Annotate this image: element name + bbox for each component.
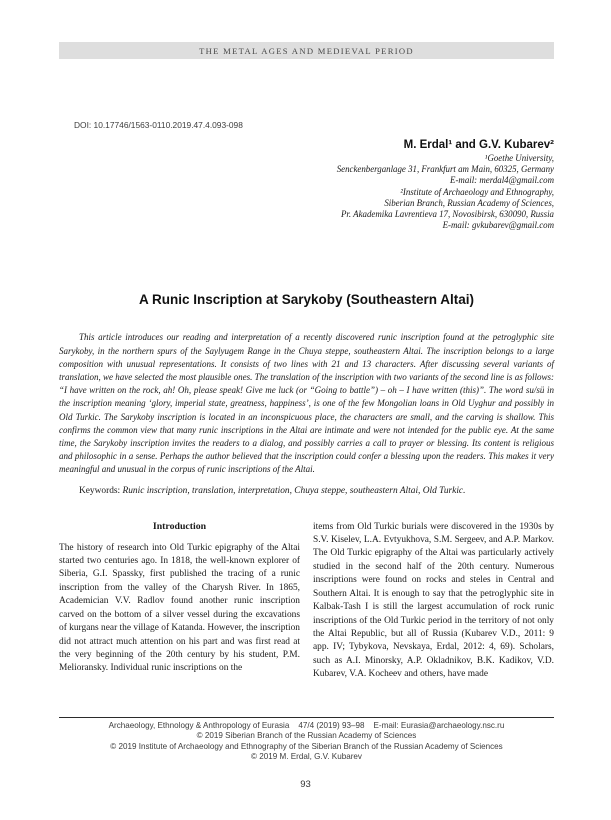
affiliation-line: Siberian Branch, Russian Academy of Sciences, — [384, 197, 554, 208]
left-column-paragraph: The history of research into Old Turkic epigraphy of the Altai started two centuries ago. In 1818, the well-known explorer of Siberia, G.I. Spassky, first published the tracing of a runic inscription from the valley of the Charysh River. In 1865, Academician V.V. Radlov found another runic inscription carved on the bottom of a silver vessel during the excavations of kurgans near the village of Katanda. However, the inscription did not attract much attention on his part and was first read at the very beginning of the 20th century by his student, P.M. Melioransky. Individual runic inscriptions on the — [59, 542, 300, 674]
authors-line: M. Erdal¹ and G.V. Kubarev² — [403, 139, 554, 151]
keywords-text: Runic inscription, translation, interpretation, Chuya steppe, southeastern Altai, Old Turkic. — [122, 485, 466, 496]
footer-copyright-line: © 2019 Siberian Branch of the Russian Academy of Sciences — [196, 731, 417, 741]
keywords-paragraph — [59, 485, 554, 498]
doi-text: DOI: 10.17746/1563-0110.2019.47.4.093-098 — [74, 120, 243, 130]
footer-journal-line: Archaeology, Ethnology & Anthropology of Eurasia 47/4 (2019) 93–98 E-mail: Eurasia@archaeology.nsc.ru — [108, 721, 505, 730]
authors-block — [59, 139, 554, 231]
right-column-paragraph: items from Old Turkic burials were discovered in the 1930s by S.V. Kiselev, L.A. Evtyukhova, S.M. Sergeev, and A.P. Markov. The Old Turkic epigraphy of the Altai was particularly actively studied in the second half of the 20th century. Numerous inscriptions were found on rocks and steles in Central and Southern Altai. It is enough to say that the petroglyphic site in Kalbak-Tash I is still the largest accumulation of rock runic inscriptions of the Old Turkic period in the territory of not only the Altai Republic, but all of Russia (Kubarev V.D., 2011: 9 app. IV; Tybykova, Nevskaya, Erdal, 2012: 4, 69). Scholars, such as A.I. Minorsky, A.P. Okladnikov, B.K. Kadikov, V.D. Kubarev, V.A. Kocheev and others, have made — [313, 521, 554, 680]
keywords-label: Keywords: — [79, 485, 121, 496]
abstract-paragraph: This article introduces our reading and interpretation of a recently discovered runic inscription found at the petroglyphic site Sarykoby, in the northern spurs of the Saylyugem Range in the Chuya steppe, southeastern Altai. The inscription belongs to a large composition with unusual representations. It consists of two lines with 21 and 13 characters. After discussing several variants of translation, we have selected the most plausible ones. The translation of the inscription with two variants of the second line is as follows: “I have written on the rock, ah! Oh, please speak! Give me luck (or “Going to battle”) – oh – I have written (this)”. The word su/sü in the inscription meaning ‘glory, imperial state, greatness, happiness’, is one of the few Mongolian loans in Old Uyghur and possibly in Old Turkic. The Sarykoby inscription is located in an inconspicuous place, the characters are small, and the carving is shallow. This confirms the common view that many runic inscriptions in the Altai are intimate and were not intended for the public eye. At the same time, the Sarykoby inscription invites the readers to a dialog, and possibly carries a call to prayer or blessing. Its content is religious and philosophic in a sense. Perhaps the author believed that the inscription could confer a blessing upon the readers. This makes it very meaningful and unusual in the corpus of runic inscriptions of the Altai. — [59, 332, 554, 475]
footer-copyright-line: © 2019 Institute of Archaeology and Ethnography of the Siberian Branch of the Russian Academy of Sciences — [110, 741, 503, 751]
section-heading-introduction: Introduction — [152, 520, 207, 532]
footer — [59, 717, 554, 763]
affiliation-line: ¹Goethe University, — [484, 153, 554, 163]
page-title: A Runic Inscription at Sarykoby (Southeastern Altai) — [138, 292, 475, 308]
affiliation-line: Senckenberganlage 31, Frankfurt am Main, 60325, Germany — [336, 164, 554, 175]
affiliation-line: ²Institute of Archaeology and Ethnography, — [400, 186, 554, 197]
page-number: 93 — [300, 779, 311, 790]
right-column — [313, 521, 554, 682]
affiliation-line: Pr. Akademika Lavrentieva 17, Novosibirsk, 630090, Russia — [341, 209, 554, 220]
two-column-body — [59, 521, 554, 682]
footer-copyright-line: © 2019 M. Erdal, G.V. Kubarev — [251, 752, 362, 762]
running-head-band — [59, 42, 554, 59]
running-head: THE METAL AGES AND MEDIEVAL PERIOD — [199, 45, 414, 56]
affiliation-email: E-mail: merdal4@gmail.com — [450, 175, 554, 186]
affiliation-email: E-mail: gvkubarev@gmail.com — [442, 220, 554, 231]
left-column — [59, 521, 300, 682]
